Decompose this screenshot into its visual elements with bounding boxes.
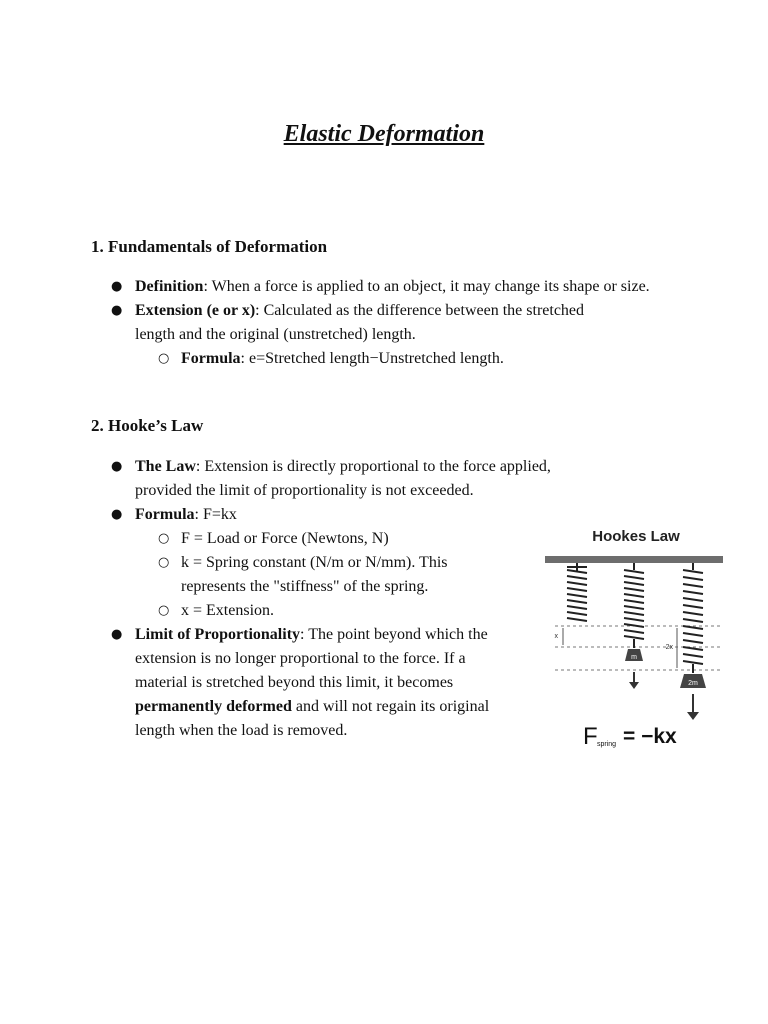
label-x: x xyxy=(554,633,558,640)
list-item-the-law xyxy=(0,455,700,503)
ceiling-bar xyxy=(545,556,723,563)
definition-text: : When a force is applied to an object, it may change its shape or size. xyxy=(203,278,650,295)
limit-label: Limit of Proportionality xyxy=(135,626,301,643)
limit-text-1: : The point beyond which the extension is no longer proportional to the force. If a material is stretched beyond this limit, it becomes xyxy=(135,626,488,691)
formula-text: : e=Stretched length−Unstretched length. xyxy=(240,350,504,367)
formula-f: F xyxy=(583,723,598,750)
formula-subscript: spring xyxy=(597,741,617,748)
formula-rhs: = −kx xyxy=(623,725,677,748)
section-heading-fundamentals: 1. Fundamentals of Deformation xyxy=(91,237,328,256)
extension-label: Extension (e or x) xyxy=(135,302,256,319)
extension-text: : Calculated as the difference between the stretched length and the original (unstretched) length. xyxy=(135,302,585,343)
list-subitem-spring-constant xyxy=(0,551,481,599)
formula-label: Formula xyxy=(181,350,241,367)
list-item-definition xyxy=(0,275,700,299)
law-label: The Law xyxy=(135,458,196,475)
hookes-law-figure xyxy=(497,518,767,758)
definition-label: Definition xyxy=(135,278,204,295)
document-title: Elastic Deformation xyxy=(283,121,485,147)
arrow-2m-head xyxy=(687,712,699,720)
label-2x: 2x xyxy=(665,644,673,651)
mass-2m-label: 2m xyxy=(688,680,698,687)
fundamentals-list xyxy=(0,275,700,371)
spring-unloaded-coils xyxy=(567,570,587,621)
list-subitem-formula xyxy=(0,347,700,371)
term-spring-constant: k = Spring constant (N/m or N/mm). This represents the "stiffness" of the spring. xyxy=(181,554,448,595)
hookes-law-diagram xyxy=(497,518,767,758)
term-extension: x = Extension. xyxy=(181,602,275,619)
limit-text-2: and will not regain its original length when the load is removed. xyxy=(135,698,490,739)
arrow-m-head xyxy=(629,682,639,689)
list-item-limit xyxy=(0,623,490,743)
section-heading-hookes-law: 2. Hooke’s Law xyxy=(91,416,204,435)
figure-title: Hookes Law xyxy=(592,528,680,545)
limit-bold: permanently deformed xyxy=(135,698,292,715)
mass-m-label: m xyxy=(631,654,637,661)
term-force: F = Load or Force (Newtons, N) xyxy=(181,530,389,547)
law-text: : Extension is directly proportional to the force applied, provided the limit of proportionality is not exceeded. xyxy=(135,458,551,499)
spring-mass-m xyxy=(624,570,644,639)
hooke-formula-label: Formula xyxy=(135,506,195,523)
list-item-extension xyxy=(0,299,700,347)
spring-mass-2m xyxy=(683,570,703,664)
hooke-formula-text: : F=kx xyxy=(194,506,237,523)
